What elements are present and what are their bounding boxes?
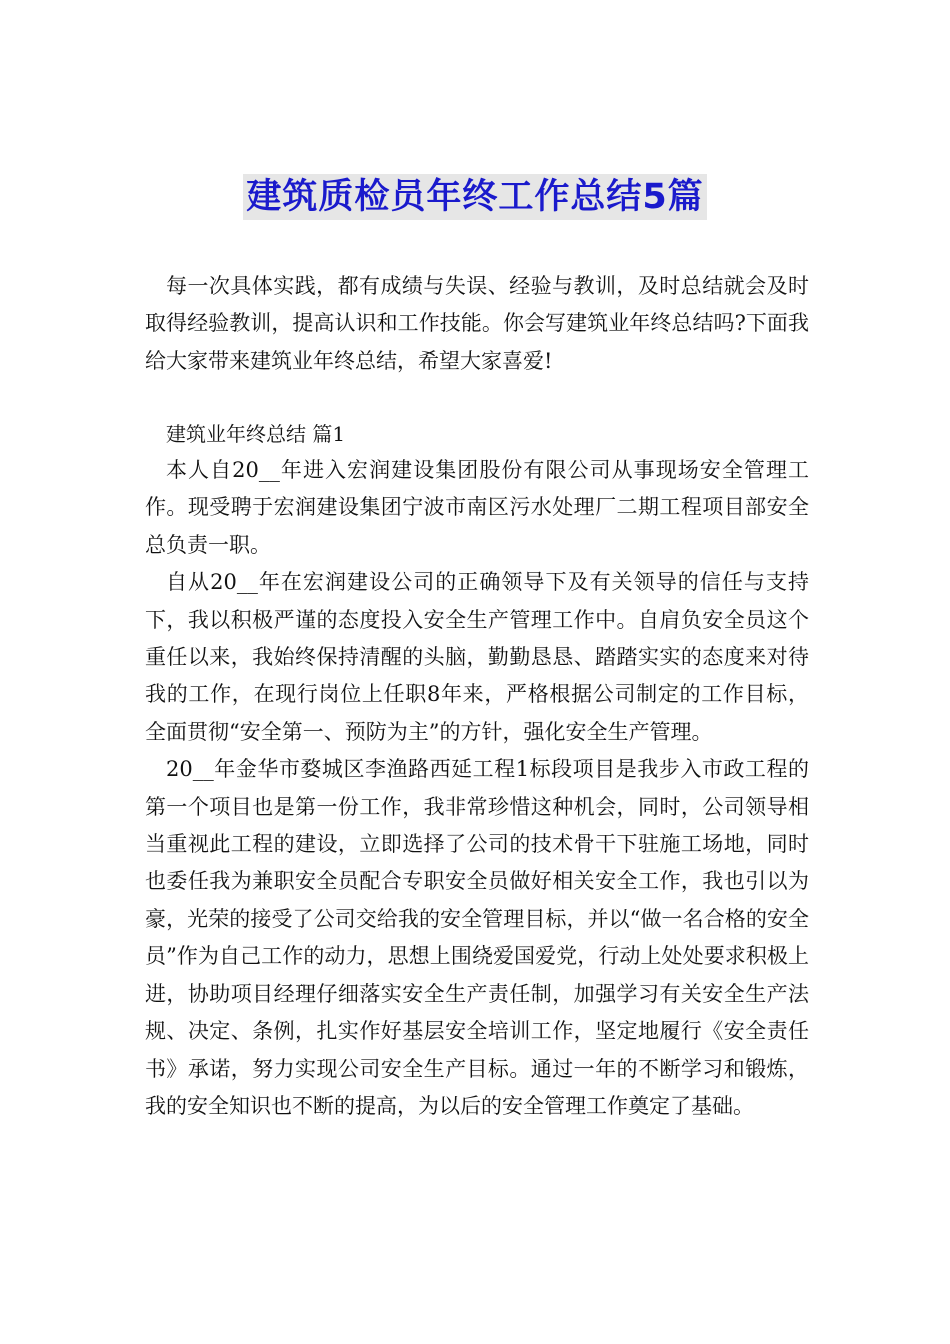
body-paragraph: 本人自20__年进入宏润建设集团股份有限公司从事现场安全管理工作。现受聘于宏润建设集团宁波市南区污水处理厂二期工程项目部安全总负责一职。 <box>145 458 809 557</box>
document-title: 建筑质检员年终工作总结5篇 <box>243 174 706 220</box>
section-body <box>145 452 809 1125</box>
section-heading: 建筑业年终总结 篇1 <box>166 422 346 446</box>
body-paragraph: 20__年金华市婺城区李渔路西延工程1标段项目是我步入市政工程的第一个项目也是第一份工作，我非常珍惜这种机会，同时，公司领导相当重视此工程的建设，立即选择了公司的技术骨干下驻施工场地，同时也委任我为兼职安全员配合专职安全员做好相关安全工作，我也引以为豪，光荣的接受了公司交给我的安全管理目标，并以“做一名合格的安全员”作为自己工作的动力，思想上围绕爱国爱党，行动上处处要求积极上进，协助项目经理仔细落实安全生产责任制，加强学习有关安全生产法规、决定、条例，扎实作好基层安全培训工作，坚定地履行《安全责任书》承诺，努力实现公司安全生产目标。通过一年的不断学习和锻炼，我的安全知识也不断的提高，为以后的安全管理工作奠定了基础。 <box>145 757 809 1118</box>
title-container <box>0 174 950 220</box>
intro-block <box>145 268 809 380</box>
body-paragraph: 自从20__年在宏润建设公司的正确领导下及有关领导的信任与支持下，我以积极严谨的态度投入安全生产管理工作中。自肩负安全员这个重任以来，我始终保持清醒的头脑，勤勤恳恳、踏踏实实的态度来对待我的工作，在现行岗位上任职8年来，严格根据公司制定的工作目标，全面贯彻“安全第一、预防为主”的方针，强化安全生产管理。 <box>145 570 809 744</box>
intro-paragraph: 每一次具体实践，都有成绩与失误、经验与教训，及时总结就会及时取得经验教训，提高认识和工作技能。你会写建筑业年终总结吗?下面我给大家带来建筑业年终总结，希望大家喜爱! <box>145 274 809 373</box>
